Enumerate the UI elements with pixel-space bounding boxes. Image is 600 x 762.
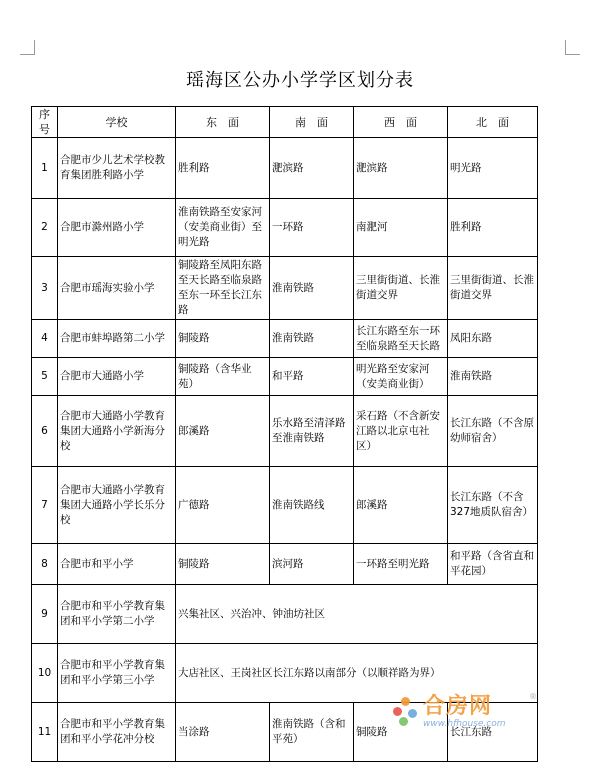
south-boundary: 淝滨路 — [270, 138, 354, 199]
north-boundary: 和平路（含省直和平花园） — [448, 544, 538, 585]
south-boundary: 淮南铁路线 — [270, 467, 354, 544]
school-name: 合肥市大通路小学教育集团大通路小学新海分校 — [58, 396, 176, 467]
table-row — [32, 257, 538, 320]
north-boundary: 明光路 — [448, 138, 538, 199]
north-boundary: 三里街街道、长淮街道交界 — [448, 257, 538, 320]
south-boundary: 滨河路 — [270, 544, 354, 585]
south-boundary: 一环路 — [270, 199, 354, 257]
crop-mark-top-left — [20, 40, 35, 55]
east-boundary: 广德路 — [176, 467, 270, 544]
row-number: 6 — [32, 396, 58, 467]
school-name: 合肥市滁州路小学 — [58, 199, 176, 257]
east-boundary: 铜陵路 — [176, 320, 270, 358]
row-number: 4 — [32, 320, 58, 358]
school-name: 合肥市和平小学教育集团和平小学花冲分校 — [58, 703, 176, 762]
north-boundary: 凤阳东路 — [448, 320, 538, 358]
school-name: 合肥市和平小学教育集团和平小学第三小学 — [58, 644, 176, 703]
header-north: 北 面 — [448, 107, 538, 138]
row-number: 3 — [32, 257, 58, 320]
east-boundary: 胜利路 — [176, 138, 270, 199]
west-boundary: 郎溪路 — [354, 467, 448, 544]
table-row — [32, 544, 538, 585]
header-west: 西 面 — [354, 107, 448, 138]
east-boundary: 淮南铁路至安家河（安美商业街）至明光路 — [176, 199, 270, 257]
south-boundary: 淮南铁路 — [270, 257, 354, 320]
west-boundary: 长江东路至东一环至临泉路至天长路 — [354, 320, 448, 358]
header-number: 序号 — [32, 107, 58, 138]
document-title: 瑶海区公办小学学区划分表 — [186, 70, 414, 91]
school-district-table — [31, 106, 538, 762]
table-row — [32, 358, 538, 396]
north-boundary: 长江东路（不含原幼师宿舍） — [448, 396, 538, 467]
row-number: 11 — [32, 703, 58, 762]
row-number: 2 — [32, 199, 58, 257]
table-row — [32, 585, 538, 644]
north-boundary: 长江东路 — [448, 703, 538, 762]
row-number: 1 — [32, 138, 58, 199]
school-name: 合肥市少儿艺术学校教育集团胜利路小学 — [58, 138, 176, 199]
table-row — [32, 396, 538, 467]
brand-logo-icon — [393, 697, 419, 727]
district-area: 大店社区、王岗社区长江东路以南部分（以顺祥路为界） — [176, 644, 538, 703]
header-school: 学校 — [58, 107, 176, 138]
east-boundary: 铜陵路至凤阳东路至天长路至临泉路至东一环至长江东路 — [176, 257, 270, 320]
west-boundary: 南淝河 — [354, 199, 448, 257]
table-row — [32, 467, 538, 544]
district-area: 兴集社区、兴治冲、钟油坊社区 — [176, 585, 538, 644]
east-boundary: 铜陵路（含华业苑） — [176, 358, 270, 396]
south-boundary: 和平路 — [270, 358, 354, 396]
west-boundary: 三里街街道、长淮街道交界 — [354, 257, 448, 320]
table-row — [32, 199, 538, 257]
school-name: 合肥市蚌埠路第二小学 — [58, 320, 176, 358]
south-boundary: 乐水路至清泽路至淮南铁路 — [270, 396, 354, 467]
watermark-brand-name: 合房网 — [423, 694, 493, 719]
table-header-row — [32, 107, 538, 138]
row-number: 7 — [32, 467, 58, 544]
school-name: 合肥市和平小学 — [58, 544, 176, 585]
row-number: 5 — [32, 358, 58, 396]
north-boundary: 淮南铁路 — [448, 358, 538, 396]
school-name: 合肥市和平小学教育集团和平小学第二小学 — [58, 585, 176, 644]
header-east: 东 面 — [176, 107, 270, 138]
west-boundary: 一环路至明光路 — [354, 544, 448, 585]
south-boundary: 淮南铁路 — [270, 320, 354, 358]
row-number: 10 — [32, 644, 58, 703]
brand-watermark — [393, 688, 543, 736]
row-number: 9 — [32, 585, 58, 644]
crop-mark-top-right — [565, 40, 580, 55]
school-name: 合肥市瑶海实验小学 — [58, 257, 176, 320]
south-boundary: 淮南铁路（含和平苑） — [270, 703, 354, 762]
east-boundary: 郎溪路 — [176, 396, 270, 467]
header-south: 南 面 — [270, 107, 354, 138]
registered-mark: ® — [529, 692, 537, 701]
watermark-url: www.hfhouse.com — [423, 719, 506, 729]
school-name: 合肥市大通路小学教育集团大通路小学长乐分校 — [58, 467, 176, 544]
west-boundary: 铜陵路 — [354, 703, 448, 762]
east-boundary: 当涂路 — [176, 703, 270, 762]
west-boundary: 淝滨路 — [354, 138, 448, 199]
row-number: 8 — [32, 544, 58, 585]
north-boundary: 长江东路（不含327地质队宿舍） — [448, 467, 538, 544]
west-boundary: 采石路（不含新安江路以北京屯社区） — [354, 396, 448, 467]
east-boundary: 铜陵路 — [176, 544, 270, 585]
table-row — [32, 320, 538, 358]
west-boundary: 明光路至安家河（安美商业街） — [354, 358, 448, 396]
table-row — [32, 138, 538, 199]
school-name: 合肥市大通路小学 — [58, 358, 176, 396]
north-boundary: 胜利路 — [448, 199, 538, 257]
